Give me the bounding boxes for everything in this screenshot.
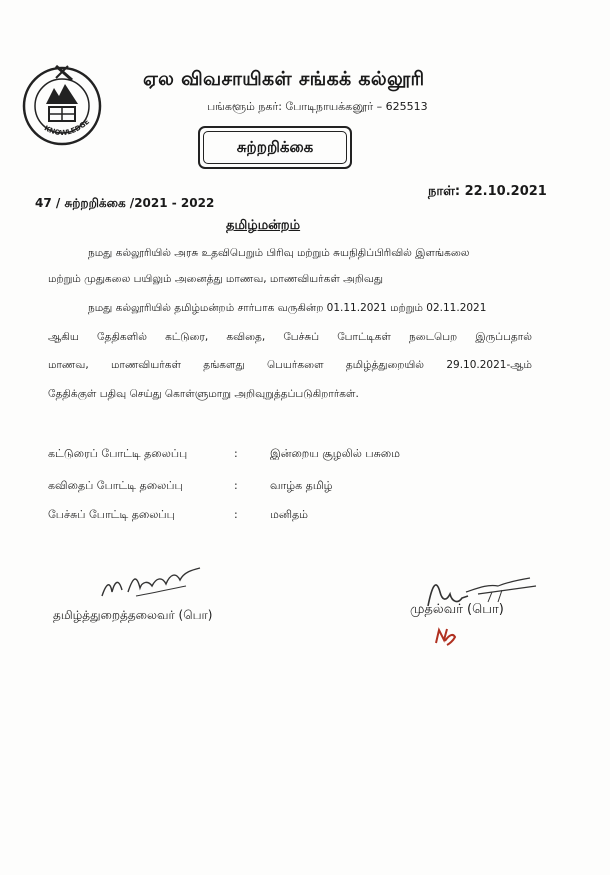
word: தங்களது xyxy=(203,359,245,371)
poem-topic-value: வாழ்க தமிழ் xyxy=(270,479,333,492)
essay-topic-label: கட்டுரைப் போட்டி தலைப்பு xyxy=(48,447,188,460)
body-paragraph-2-line-4: தேதிக்குள் பதிவு செய்து கொள்ளுமாறு அறிவுறுத்தப்படுகிறார்கள். xyxy=(48,388,359,400)
body-paragraph-2-line-3 xyxy=(48,359,532,372)
word: மாணவ, xyxy=(48,359,89,371)
reference-number: 47 / சுற்றறிக்கை /2021 - 2022 xyxy=(35,196,215,210)
word: பேச்சுப் xyxy=(283,331,320,343)
hod-designation: தமிழ்த்துறைத்தலைவர் (பொ) xyxy=(53,608,213,622)
word: கட்டுரை, xyxy=(165,331,209,343)
word: நடைபெற xyxy=(409,331,458,343)
word: கவிதை, xyxy=(226,331,266,343)
word: போட்டிகள் xyxy=(337,331,391,343)
word: தமிழ்த்துறையில் xyxy=(345,359,425,371)
poem-topic-colon: : xyxy=(234,479,238,492)
speech-topic-value: மனிதம் xyxy=(270,508,309,521)
poem-topic-label: கவிதைப் போட்டி தலைப்பு xyxy=(48,479,183,492)
word: இருப்பதால் xyxy=(475,331,532,343)
body-paragraph-1-line-1: நமது கல்லூரியில் அரசு உதவிபெறும் பிரிவு மற்றும் சுயநிதிப்பிரிவில் இளங்கலை xyxy=(88,247,470,259)
principal-designation: முதல்வர் (பொ) xyxy=(410,602,504,617)
speech-topic-colon: : xyxy=(234,508,238,521)
date-value: 22.10.2021 xyxy=(464,184,547,199)
word: பெயர்களை xyxy=(266,359,324,371)
essay-topic-colon: : xyxy=(234,447,238,460)
word: மாணவியர்கள் xyxy=(111,359,181,371)
speech-topic-label: பேச்சுப் போட்டி தலைப்பு xyxy=(48,508,175,521)
word: 29.10.2021-ஆம் xyxy=(446,359,532,371)
initial-mark xyxy=(433,625,457,647)
essay-topic-value: இன்றைய சூழலில் பசுமை xyxy=(270,447,401,460)
hod-signature xyxy=(96,562,206,604)
circular-title-box xyxy=(198,126,352,169)
word: ஆகிய xyxy=(48,331,79,343)
body-paragraph-1-line-2: மற்றும் முதுகலை பயிலும் அனைத்து மாணவ, மாணவியர்கள் அறிவது xyxy=(48,273,384,285)
date-label: நாள்: xyxy=(428,184,461,199)
circular-title: சுற்றறிக்கை xyxy=(203,131,347,164)
word: தேதிகளில் xyxy=(97,331,147,343)
college-emblem-logo xyxy=(16,58,108,150)
subject-heading: தமிழ்மன்றம் xyxy=(226,218,301,233)
college-name: ஏல விவசாயிகள் சங்கக் கல்லூரி xyxy=(143,68,425,90)
date-line xyxy=(428,184,547,200)
body-paragraph-2-line-1: நமது கல்லூரியில் தமிழ்மன்றம் சார்பாக வருகின்ற 01.11.2021 மற்றும் 02.11.2021 xyxy=(88,302,487,314)
logo-text: KNOWLEDGE xyxy=(42,117,92,138)
body-paragraph-2-line-2 xyxy=(48,331,532,344)
college-address: பங்களூம் நகர்: போடிநாயக்கனூர் – 625513 xyxy=(207,100,428,113)
